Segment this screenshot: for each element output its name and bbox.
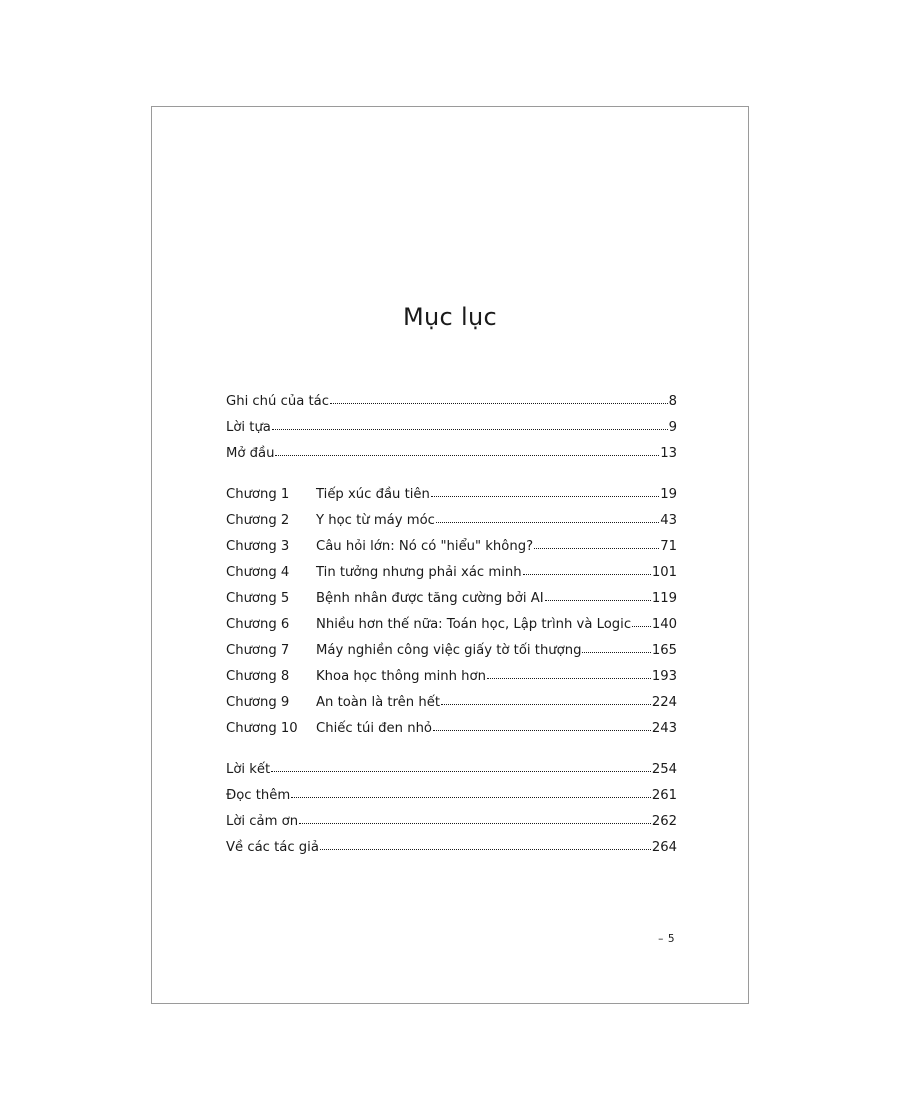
chapter-title: Tiếp xúc đầu tiên: [316, 487, 430, 502]
toc-entry[interactable]: [226, 783, 677, 809]
chapter-page: 165: [651, 643, 677, 658]
chapter-number: Chương 2: [226, 513, 290, 528]
chapter-entry[interactable]: [226, 716, 677, 742]
dot-leader: [436, 521, 659, 523]
chapter-entry[interactable]: [226, 560, 677, 586]
dot-leader: [545, 599, 651, 601]
chapter-entry[interactable]: [226, 508, 677, 534]
front-matter-list: [226, 389, 677, 467]
toc-entry[interactable]: [226, 389, 677, 415]
chapter-title: An toàn là trên hết: [316, 695, 440, 710]
toc-entry-page: 264: [651, 840, 677, 855]
chapter-page: 43: [660, 513, 677, 528]
chapter-page: 193: [651, 669, 677, 684]
chapter-page: 71: [660, 539, 677, 554]
dot-leader: [272, 428, 668, 430]
chapter-entry[interactable]: [226, 534, 677, 560]
chapter-page: 224: [651, 695, 677, 710]
table-of-contents: [226, 389, 677, 861]
toc-entry-page: 8: [668, 394, 677, 409]
chapter-number: Chương 7: [226, 643, 290, 658]
toc-entry-label: Lời kết: [226, 762, 271, 777]
page-title: Mục lục: [403, 303, 497, 331]
toc-entry-page: 262: [651, 814, 677, 829]
footer-dash: –: [658, 933, 664, 945]
chapter-entry[interactable]: [226, 690, 677, 716]
chapter-title: Chiếc túi đen nhỏ: [316, 721, 432, 736]
chapter-entry[interactable]: [226, 664, 677, 690]
chapter-title: Máy nghiền công việc giấy tờ tối thượng: [316, 643, 582, 658]
chapter-entry[interactable]: [226, 482, 677, 508]
dot-leader: [330, 402, 668, 404]
chapter-page: 19: [660, 487, 677, 502]
chapter-title: Nhiều hơn thế nữa: Toán học, Lập trình và Logic: [316, 617, 632, 632]
chapter-number: Chương 4: [226, 565, 290, 580]
chapter-number: Chương 1: [226, 487, 290, 502]
chapter-title: Y học từ máy móc: [316, 513, 435, 528]
chapter-title: Bệnh nhân được tăng cường bởi AI: [316, 591, 544, 606]
chapter-entry[interactable]: [226, 638, 677, 664]
dot-leader: [431, 495, 659, 497]
chapter-page: 101: [651, 565, 677, 580]
toc-entry-page: 9: [668, 420, 677, 435]
chapter-number: Chương 3: [226, 539, 290, 554]
toc-entry-label: Lời tựa: [226, 420, 271, 435]
toc-entry-page: 261: [651, 788, 677, 803]
book-page: [151, 106, 749, 1004]
dot-leader: [534, 547, 659, 549]
toc-entry[interactable]: [226, 415, 677, 441]
dot-leader: [487, 677, 651, 679]
chapter-number: Chương 10: [226, 721, 298, 736]
toc-entry[interactable]: [226, 441, 677, 467]
chapter-entry[interactable]: [226, 612, 677, 638]
chapter-title: Tin tưởng nhưng phải xác minh: [316, 565, 522, 580]
dot-leader: [441, 703, 651, 705]
toc-entry-label: Về các tác giả: [226, 840, 319, 855]
chapter-title: Khoa học thông minh hơn: [316, 669, 486, 684]
toc-entry-label: Lời cảm ơn: [226, 814, 299, 829]
dot-leader: [433, 729, 651, 731]
toc-entry-label: Ghi chú của tác: [226, 394, 329, 409]
dot-leader: [523, 573, 651, 575]
chapter-number: Chương 5: [226, 591, 290, 606]
chapter-page: 243: [651, 721, 677, 736]
toc-entry[interactable]: [226, 757, 677, 783]
toc-entry[interactable]: [226, 809, 677, 835]
chapter-list: [226, 482, 677, 742]
chapter-title: Câu hỏi lớn: Nó có "hiểu" không?: [316, 539, 534, 554]
back-matter-list: [226, 757, 677, 861]
page-footer: [658, 933, 675, 945]
dot-leader: [320, 848, 651, 850]
dot-leader: [299, 822, 651, 824]
toc-entry-page: 13: [660, 446, 677, 461]
chapter-entry[interactable]: [226, 586, 677, 612]
chapter-number: Chương 8: [226, 669, 290, 684]
chapter-number: Chương 6: [226, 617, 290, 632]
page-number: 5: [667, 933, 675, 945]
toc-entry-label: Mở đầu: [226, 446, 275, 461]
dot-leader: [632, 625, 651, 627]
dot-leader: [291, 796, 651, 798]
toc-entry-label: Đọc thêm: [226, 788, 291, 803]
dot-leader: [271, 770, 651, 772]
dot-leader: [275, 454, 659, 456]
chapter-number: Chương 9: [226, 695, 290, 710]
chapter-page: 119: [651, 591, 677, 606]
toc-entry[interactable]: [226, 835, 677, 861]
chapter-page: 140: [651, 617, 677, 632]
dot-leader: [582, 651, 650, 653]
toc-entry-page: 254: [651, 762, 677, 777]
